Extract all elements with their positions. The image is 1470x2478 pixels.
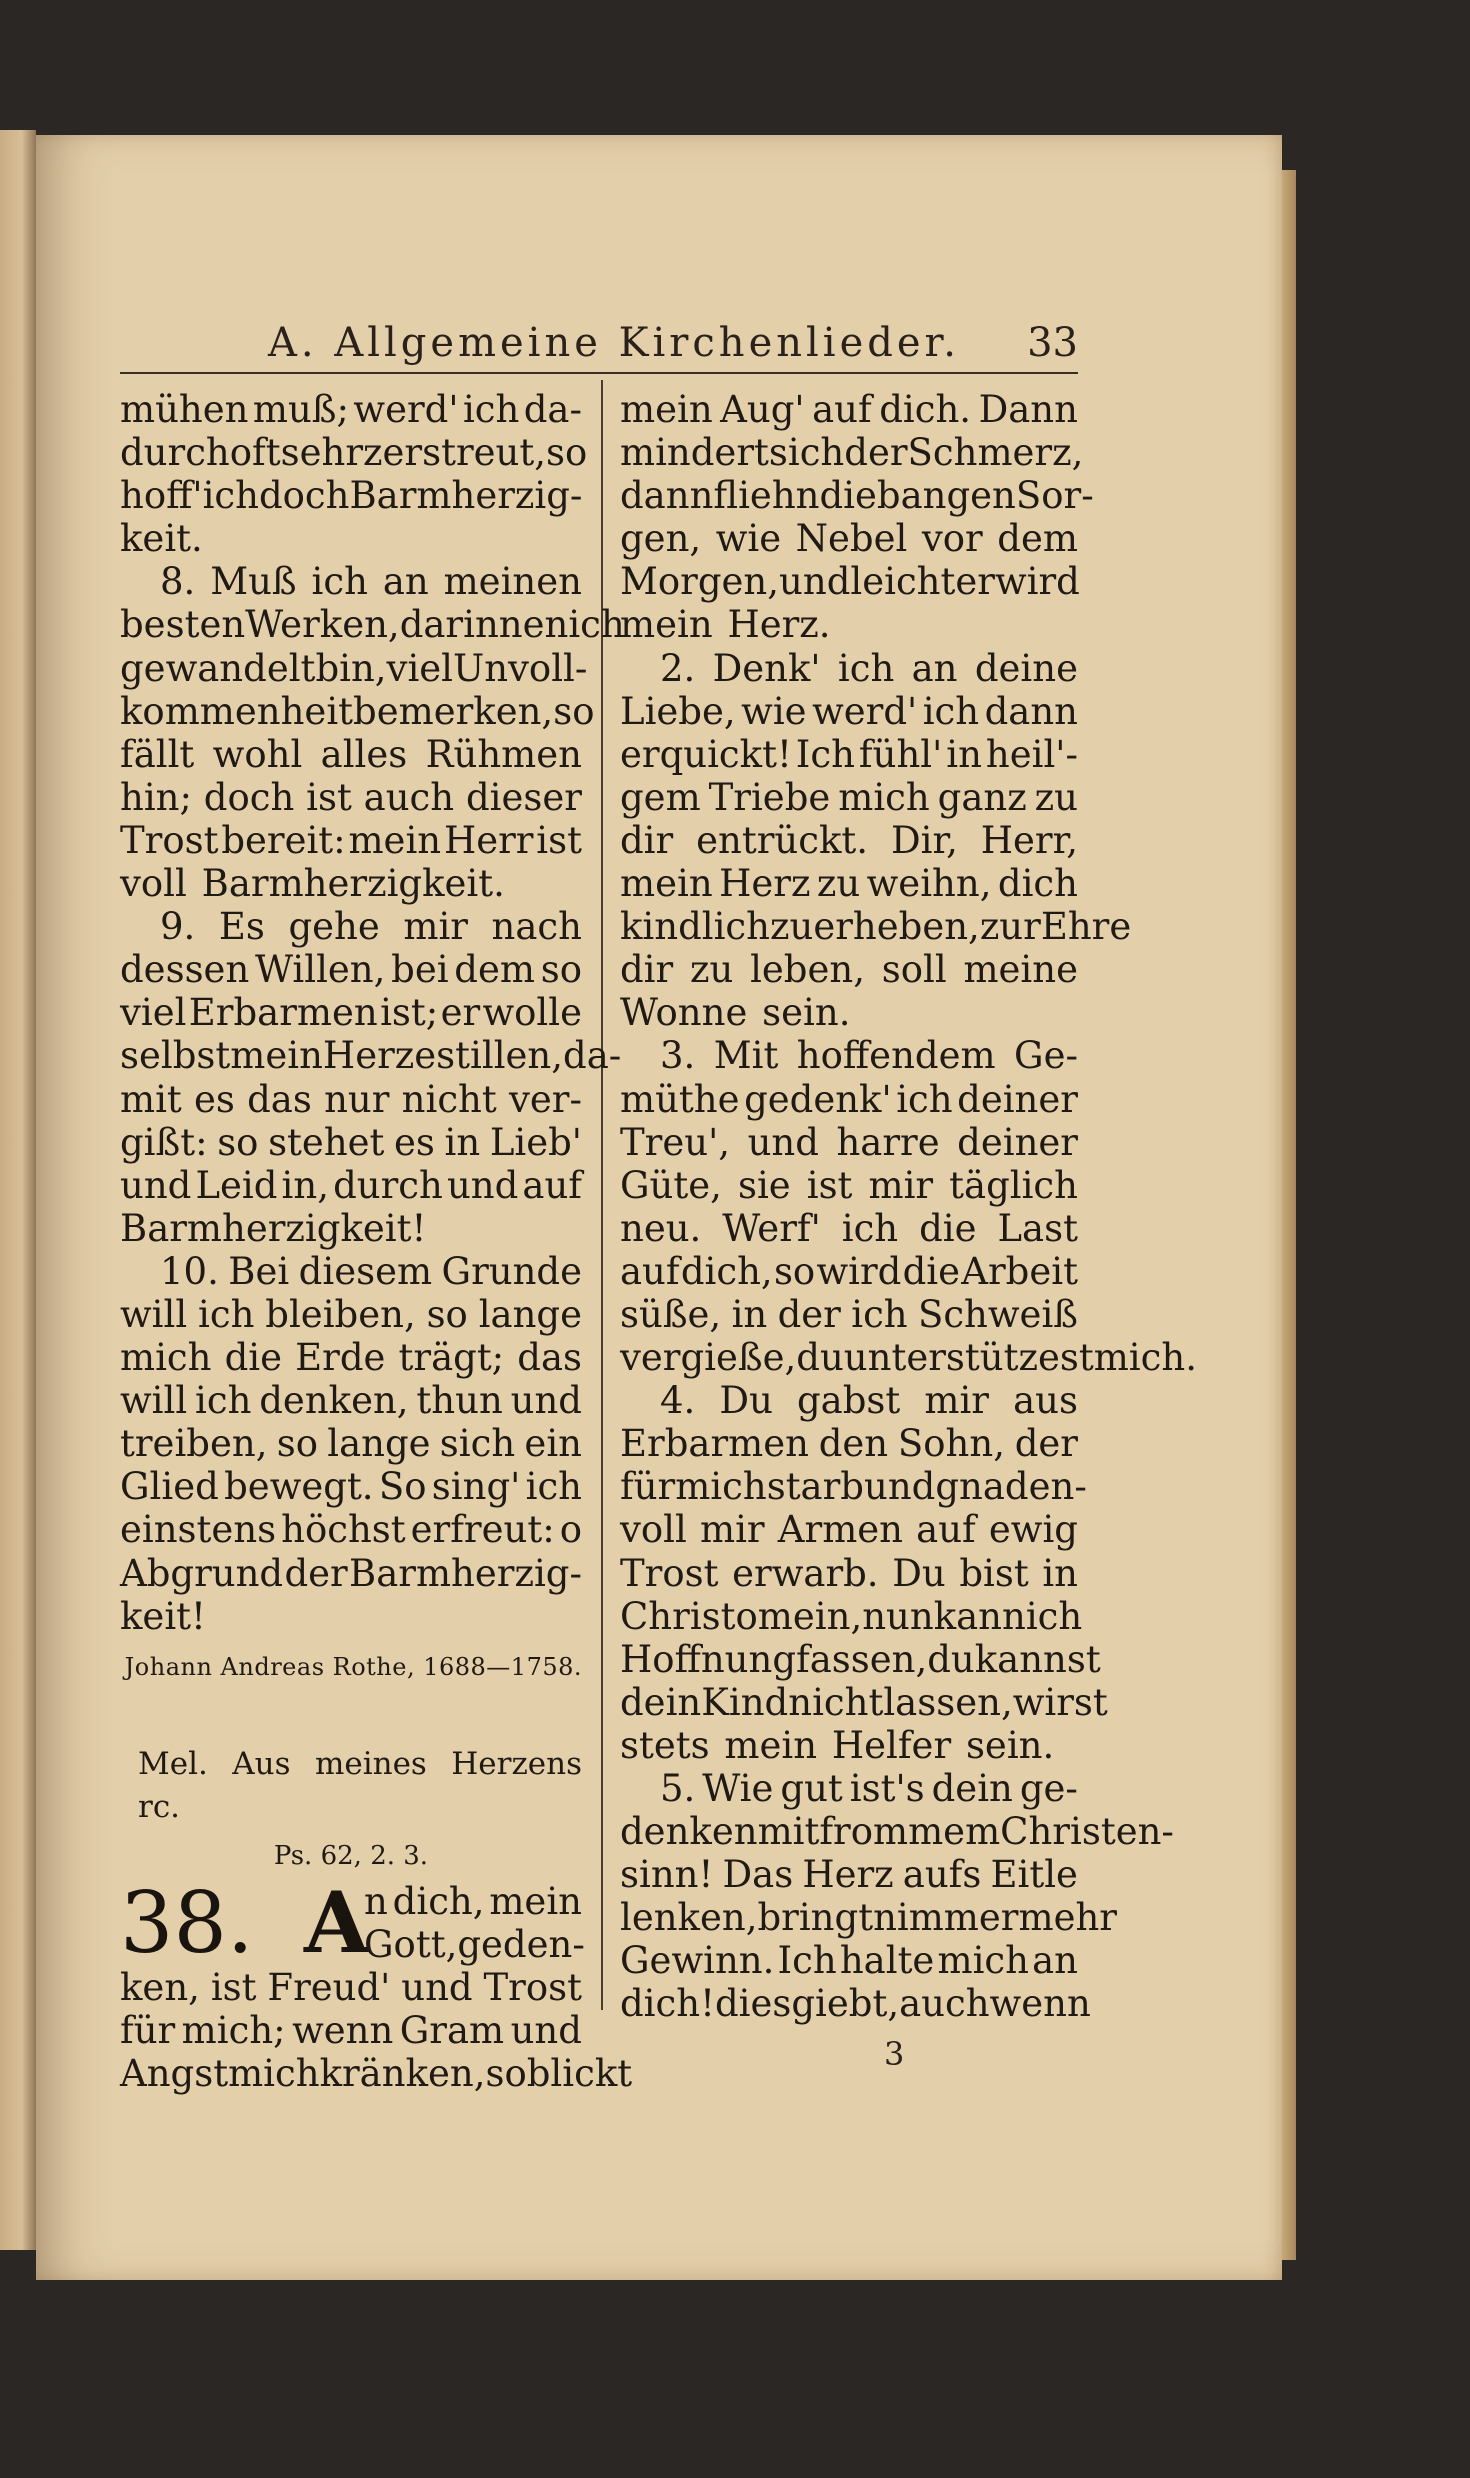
verse-9 xyxy=(120,905,622,1250)
text-line: mit es das nur nicht ver- xyxy=(120,1077,582,1121)
text-line: kindlich zu erheben, zur Ehre xyxy=(620,905,1132,949)
text-line: fällt wohl alles Rühmen xyxy=(120,732,582,776)
verse-8 xyxy=(120,560,625,906)
text-line: und Leid in, durch und auf xyxy=(120,1163,582,1207)
text-line: Morgen, und leichter wird xyxy=(620,560,1080,604)
hymn-38-verse-5 xyxy=(620,1767,1174,2026)
text-line: dich! dies giebt, auch wenn xyxy=(620,1982,1091,2026)
text-line: Erbarmen den Sohn, der xyxy=(620,1422,1078,1466)
heading-word: mein xyxy=(489,1880,582,1924)
text-line: mein Herz zu weihn, dich xyxy=(620,862,1078,906)
text-line: Liebe, wie werd' ich dann xyxy=(620,689,1078,733)
text-line: lenken, bringt nimmermehr xyxy=(620,1896,1117,1940)
author-attribution: Johann Andreas Rothe, 1688—1758. xyxy=(124,1652,582,1681)
text-line: müthe gedenk' ich deiner xyxy=(620,1077,1078,1121)
left-column xyxy=(120,388,633,2096)
text-line: gewandelt bin, viel Unvoll- xyxy=(120,646,588,690)
text-line: viel Erbarmen ist; er wolle xyxy=(120,991,582,1035)
text-line: mich die Erde trägt; das xyxy=(120,1336,582,1380)
text-line: voll Barmherzigkeit. xyxy=(120,862,505,906)
text-line: ken, ist Freud' und Trost xyxy=(120,1966,582,2010)
text-line: gem Triebe mich ganz zu xyxy=(620,775,1078,819)
text-line: 2. Denk' ich an deine xyxy=(660,646,1078,690)
text-line: voll mir Armen auf ewig xyxy=(620,1508,1078,1552)
page-stack-edge xyxy=(1282,170,1296,2260)
drop-initial: A xyxy=(304,1873,370,1973)
heading-word: dich, xyxy=(392,1880,485,1924)
text-line: denken mit frommem Christen- xyxy=(620,1810,1174,1854)
text-line: dir zu leben, soll meine xyxy=(620,948,1078,992)
text-line: Trost bereit: mein Herr ist xyxy=(120,818,582,862)
text-line: gißt: so stehet es in Lieb' xyxy=(120,1120,582,1164)
text-line: keit! xyxy=(120,1594,206,1638)
hymn-38-verse-1-cont xyxy=(620,388,1094,647)
text-line: dann fliehn die bangen Sor- xyxy=(620,474,1094,518)
text-line: Angst mich kränken, so blickt xyxy=(120,2052,633,2096)
heading-word: n xyxy=(364,1880,388,1924)
text-line: Christo mein, nun kann ich xyxy=(620,1594,1083,1638)
text-line: neu. Werf' ich die Last xyxy=(620,1206,1078,1250)
text-line: 5. Wie gut ist's dein ge- xyxy=(660,1767,1078,1810)
hymn-second-line xyxy=(364,1923,585,1967)
text-line: gen, wie Nebel vor dem xyxy=(620,517,1078,561)
text-line: selbst mein Herze stillen, da- xyxy=(120,1034,622,1078)
hymn-38-verse-3 xyxy=(620,1034,1197,1380)
text-line: hin; doch ist auch dieser xyxy=(120,775,582,819)
hymn-38-heading xyxy=(120,1873,585,1973)
left-page-edge xyxy=(0,130,36,2250)
text-line: Hoffnung fassen, du kannst xyxy=(620,1637,1101,1681)
text-line: 4. Du gabst mir aus xyxy=(660,1379,1078,1423)
psalm-reference: Ps. 62, 2. 3. xyxy=(273,1841,429,1871)
text-line: mindert sich der Schmerz, xyxy=(620,431,1084,475)
hymn-38-verse-4 xyxy=(620,1379,1108,1767)
header-rule xyxy=(120,372,1078,374)
text-line: für mich starb und gnaden- xyxy=(620,1465,1087,1509)
text-line: auf dich, so wird die Arbeit xyxy=(620,1249,1078,1293)
text-line: besten Werken, darinnen ich xyxy=(120,603,625,647)
text-line: Güte, sie ist mir täglich xyxy=(620,1163,1078,1207)
text-line: einstens höchst erfreut: o xyxy=(120,1508,582,1552)
header-title: A. Allgemeine Kirchenlieder. xyxy=(268,320,960,366)
heading-word: Gott, xyxy=(364,1923,458,1967)
verse-10 xyxy=(120,1250,582,1638)
melody-line: Mel. Aus meines Herzens rc. xyxy=(138,1745,582,1825)
heading-word: geden- xyxy=(457,1923,585,1967)
text-line: mühen muß; werd' ich da- xyxy=(120,388,582,431)
text-line: kommenheit bemerken, so xyxy=(120,689,595,733)
text-line: 3. Mit hoffendem Ge- xyxy=(660,1034,1078,1078)
text-line: sinn! Das Herz aufs Eitle xyxy=(620,1853,1078,1897)
hymn-first-line xyxy=(364,1880,582,1923)
text-line: Wonne sein. xyxy=(620,991,851,1035)
text-line: hoff' ich doch Barmherzig- xyxy=(120,474,583,518)
text-line: dein Kind nicht lassen, wirst xyxy=(620,1680,1108,1724)
text-line: erquickt! Ich fühl' in heil'- xyxy=(620,732,1078,776)
text-line: 8. Muß ich an meinen xyxy=(160,560,582,604)
text-line: Trost erwarb. Du bist in xyxy=(620,1551,1078,1595)
text-line: Glied bewegt. So sing' ich xyxy=(120,1465,582,1509)
text-line: Treu', und harre deiner xyxy=(620,1120,1078,1164)
signature-mark: 3 xyxy=(884,2035,905,2073)
text-line: für mich; wenn Gram und xyxy=(120,2009,582,2053)
hymn-38-verse-1 xyxy=(120,1966,633,2096)
text-line: vergieße, du unterstützest mich. xyxy=(620,1336,1197,1380)
text-line: treiben, so lange sich ein xyxy=(120,1422,582,1466)
text-line: will ich bleiben, so lange xyxy=(120,1292,582,1336)
text-line: mein Herz. xyxy=(620,603,831,647)
hymn-number: 38. xyxy=(120,1874,254,1973)
page-number: 33 xyxy=(1027,320,1078,366)
text-line: Abgrund der Barmherzig- xyxy=(120,1551,582,1595)
right-column xyxy=(620,388,1197,2026)
text-line: dir entrückt. Dir, Herr, xyxy=(620,818,1078,862)
text-line: süße, in der ich Schweiß xyxy=(620,1292,1078,1336)
text-line: durch oft sehr zerstreut, so xyxy=(120,431,588,475)
text-line: 10. Bei diesem Grunde xyxy=(160,1249,582,1293)
text-line: mein Aug' auf dich. Dann xyxy=(620,388,1078,431)
verse-7-end xyxy=(120,388,588,561)
text-line: stets mein Helfer sein. xyxy=(620,1723,1055,1767)
running-header xyxy=(268,320,1078,372)
text-line: 9. Es gehe mir nach xyxy=(160,905,582,949)
text-line: dessen Willen, bei dem so xyxy=(120,948,582,992)
text-line: keit. xyxy=(120,517,203,561)
text-line: will ich denken, thun und xyxy=(120,1379,582,1423)
text-line: Barmherzigkeit! xyxy=(120,1206,427,1250)
hymn-38-verse-2 xyxy=(620,646,1132,1035)
text-line: Gewinn. Ich halte mich an xyxy=(620,1939,1078,1983)
